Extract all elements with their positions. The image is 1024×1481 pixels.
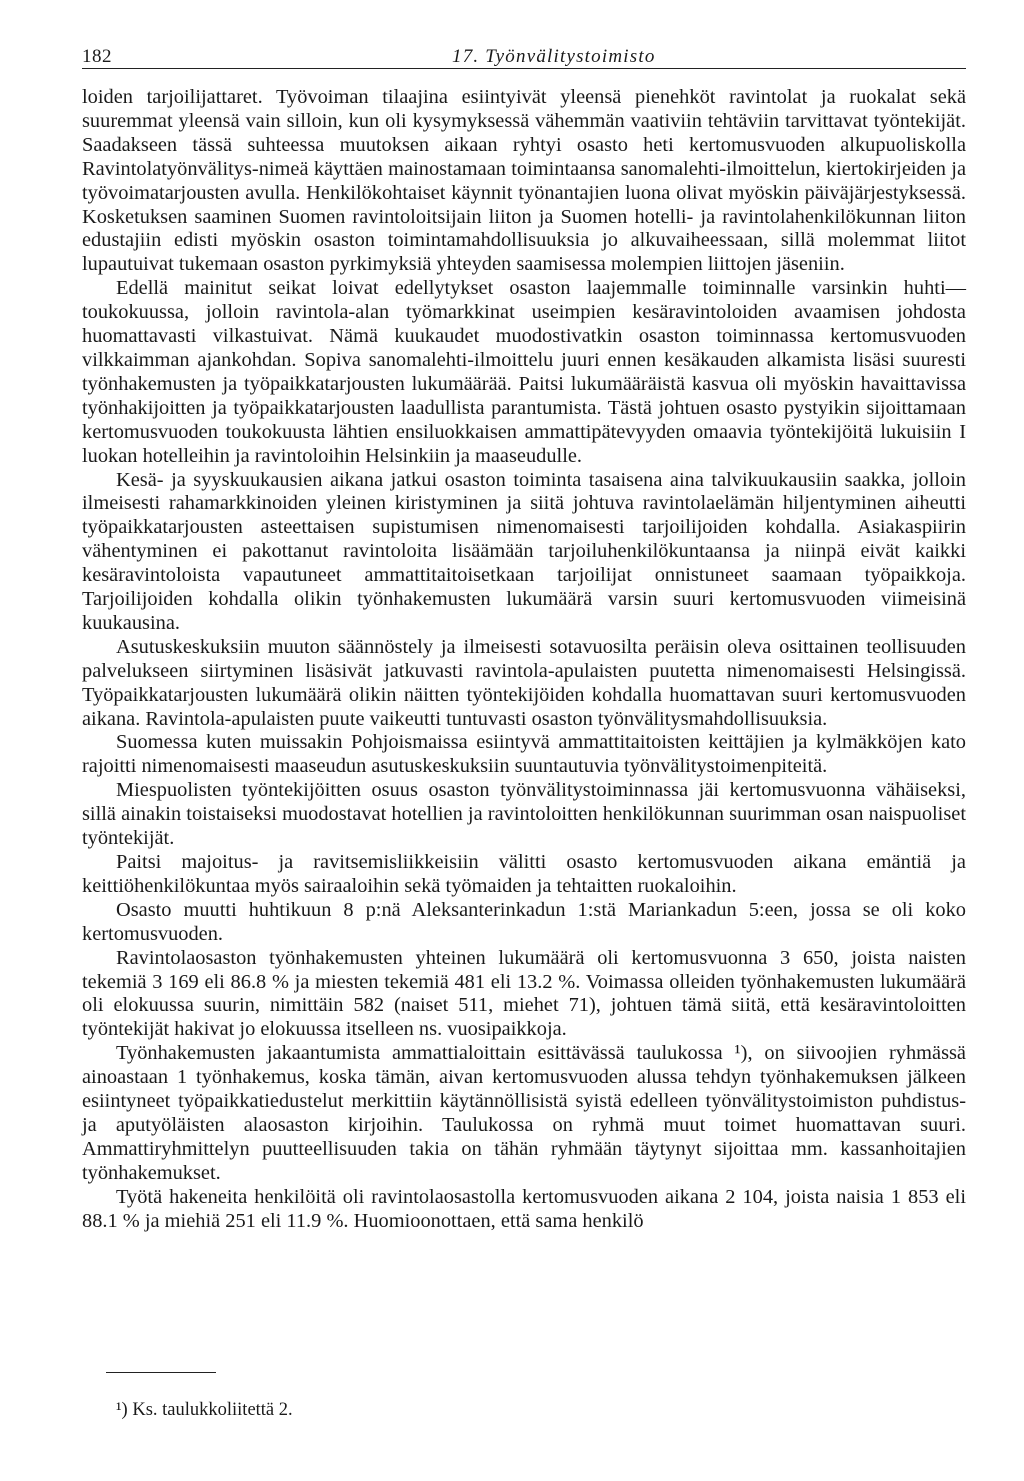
header-rule [82,68,966,69]
footnote: ¹) Ks. taulukkoliitettä 2. [116,1400,293,1420]
paragraph-7: Paitsi majoitus- ja ravitsemisliikkeisiin välitti osasto kertomusvuoden aikana emäntiä ja keittiöhenkilökuntaa myös sairaaloihin sekä työmaiden ja tehtaitten ruokaloihin. [82,851,966,897]
paragraph-8: Osasto muutti huhtikuun 8 p:nä Aleksanterinkadun 1:stä Mariankadun 5:een, jossa se oli koko kertomusvuoden. [82,898,966,945]
page-header [82,42,966,72]
paragraph-1: loiden tarjoilijattaret. Työvoiman tilaajina esiintyivät yleensä pienehköt ravintolat ja ruokalat sekä suuremmat yleensä vain silloin, kun oli kysymyksessä vähemmän vaativiin tehtäviin tarvittavat työntekijät. Saadakseen tässä suhteessa muutoksen aikaan ryhtyi osasto heti kertomusvuoden alkupuoliskolla Ravintolatyönvälitys-nimeä käyttäen mainostamaan toimintaansa sanomalehti-ilmoittelun, kiertokirjeiden ja työvoimatarjousten avulla. Henkilökohtaiset käynnit työnantajien luona olivat myöskin päiväjärjestyksessä. Kosketuksen saaminen Suomen ravintoloitsijain liiton ja Suomen hotelli- ja ravintolahenkilökunnan liiton edustajiin edisti myöskin osaston toimintamahdollisuuksia jo alkuvaiheessaan, sillä molemmat liitot lupautuivat tukemaan osaston pyrkimyksiä yhteyden saamisessa molempien liittojen jäseniin. [82,86,966,276]
page-number: 182 [82,46,112,67]
footnote-rule [106,1372,216,1373]
body-text [82,86,966,1234]
paragraph-5: Suomessa kuten muissakin Pohjoismaissa esiintyvä ammattitaitoisten keittäjien ja kylmäkköjen kato rajoitti nimenomaisesti maaseudun asutuskeskuksiin suuntautuvia työnvälitystoimenpiteitä. [82,731,966,778]
running-title: 17. Työnvälitystoimisto [452,46,656,67]
paragraph-6: Miespuolisten työntekijöitten osuus osaston työnvälitystoiminnassa jäi kertomusvuonna vähäiseksi, sillä ainakin toistaiseksi muodostavat hotellien ja ravintoloitten henkilökunnan suurimman osan naispuoliset työntekijät. [82,779,966,850]
document-page [82,42,966,1420]
paragraph-11: Työtä hakeneita henkilöitä oli ravintolaosastolla kertomusvuoden aikana 2 104, joista naisia 1 853 eli 88.1 % ja miehiä 251 eli 11.9 %. Huomioonottaen, että sama henkilö [82,1185,966,1232]
paragraph-9: Ravintolaosaston työnhakemusten yhteinen lukumäärä oli kertomusvuonna 3 650, joista naisten tekemiä 3 169 eli 86.8 % ja miesten tekemiä 481 eli 13.2 %. Voimassa olleiden työnhakemusten lukumäärä oli elokuussa suurin, nimittäin 582 (naiset 511, miehet 71), johtuen tämä siitä, että kesäravintoloitten työntekijät hakivat jo elokuussa itselleen ns. vuosipaikkoja. [82,946,966,1041]
paragraph-2: Edellä mainitut seikat loivat edellytykset osaston laajemmalle toiminnalle varsinkin huhti—toukokuussa, jolloin ravintola-alan työmarkkinat useimpien kesäravintoloiden avaamisen johdosta huomattavasti vilkastuivat. Nämä kuukaudet muodostivatkin osaston toiminnassa kertomusvuoden vilkkaimman ajankohdan. Sopiva sanomalehti-ilmoittelu juuri ennen kesäkauden alkamista lisäsi suuresti työnhakemusten ja työpaikkatarjousten lukumäärää. Paitsi lukumääräistä kasvua oli myöskin havaittavissa työnhakijoitten ja työpaikkatarjousten laadullista parantumista. Tästä johtuen osasto pystyikin sijoittamaan kertomusvuoden toukokuusta lähtien ensiluokkaisen ammattipätevyyden omaavia työntekijöitä lukuisiin I luokan hotelleihin ja ravintoloihin Helsinkiin ja maaseudulle. [82,277,966,467]
paragraph-4: Asutuskeskuksiin muuton säännöstely ja ilmeisesti sotavuosilta peräisin oleva osittainen teollisuuden palvelukseen siirtyminen lisäsivät jatkuvasti ravintola-apulaisten puutetta nimenomaisesti Helsingissä. Työpaikkatarjousten lukumäärä olikin näitten työntekijöiden kohdalla huomattavan suuri kertomusvuoden aikana. Ravintola-apulaisten puute vaikeutti tuntuvasti osaston työnvälitysmahdollisuuksia. [82,635,966,730]
paragraph-3: Kesä- ja syyskuukausien aikana jatkui osaston toiminta tasaisena aina talvikuukausiin saakka, jolloin ilmeisesti rahamarkkinoiden yleinen kiristyminen ja siitä johtuva ravintolaelämän hiljentyminen aiheutti työpaikkatarjousten asteettaisen supistumisen nimenomaisesti tarjoilijoiden kohdalla. Asiakaspiirin vähentyminen ei pakottanut ravintoloita lisäämään tarjoiluhenkilökuntaansa ja niinpä eivät kaikki kesäravintoloista vapautuneet ammattitaitoisetkaan tarjoilijat onnistuneet saamaan työpaikkoja. Tarjoilijoiden kohdalla olikin työnhakemusten lukumäärä varsin suuri kertomusvuoden viimeisinä kuukausina. [82,468,966,634]
paragraph-10: Työnhakemusten jakaantumista ammattialoittain esittävässä taulukossa ¹), on siivoojien ryhmässä ainoastaan 1 työnhakemus, koska tämän, aivan kertomusvuoden alussa tehdyn työnhakemuksen jälkeen esiintyneet työpaikkatiedustelut merkittiin käytännöllisistä syistä edelleen työnvälitystoimiston puhdistus- ja aputyöläisten alaosaston kirjoihin. Taulukossa on ryhmä muut toimet huomattavan suuri. Ammattiryhmittelyn puutteellisuuden takia on tähän ryhmään täytynyt sijoittaa mm. kassanhoitajien työnhakemukset. [82,1042,966,1184]
